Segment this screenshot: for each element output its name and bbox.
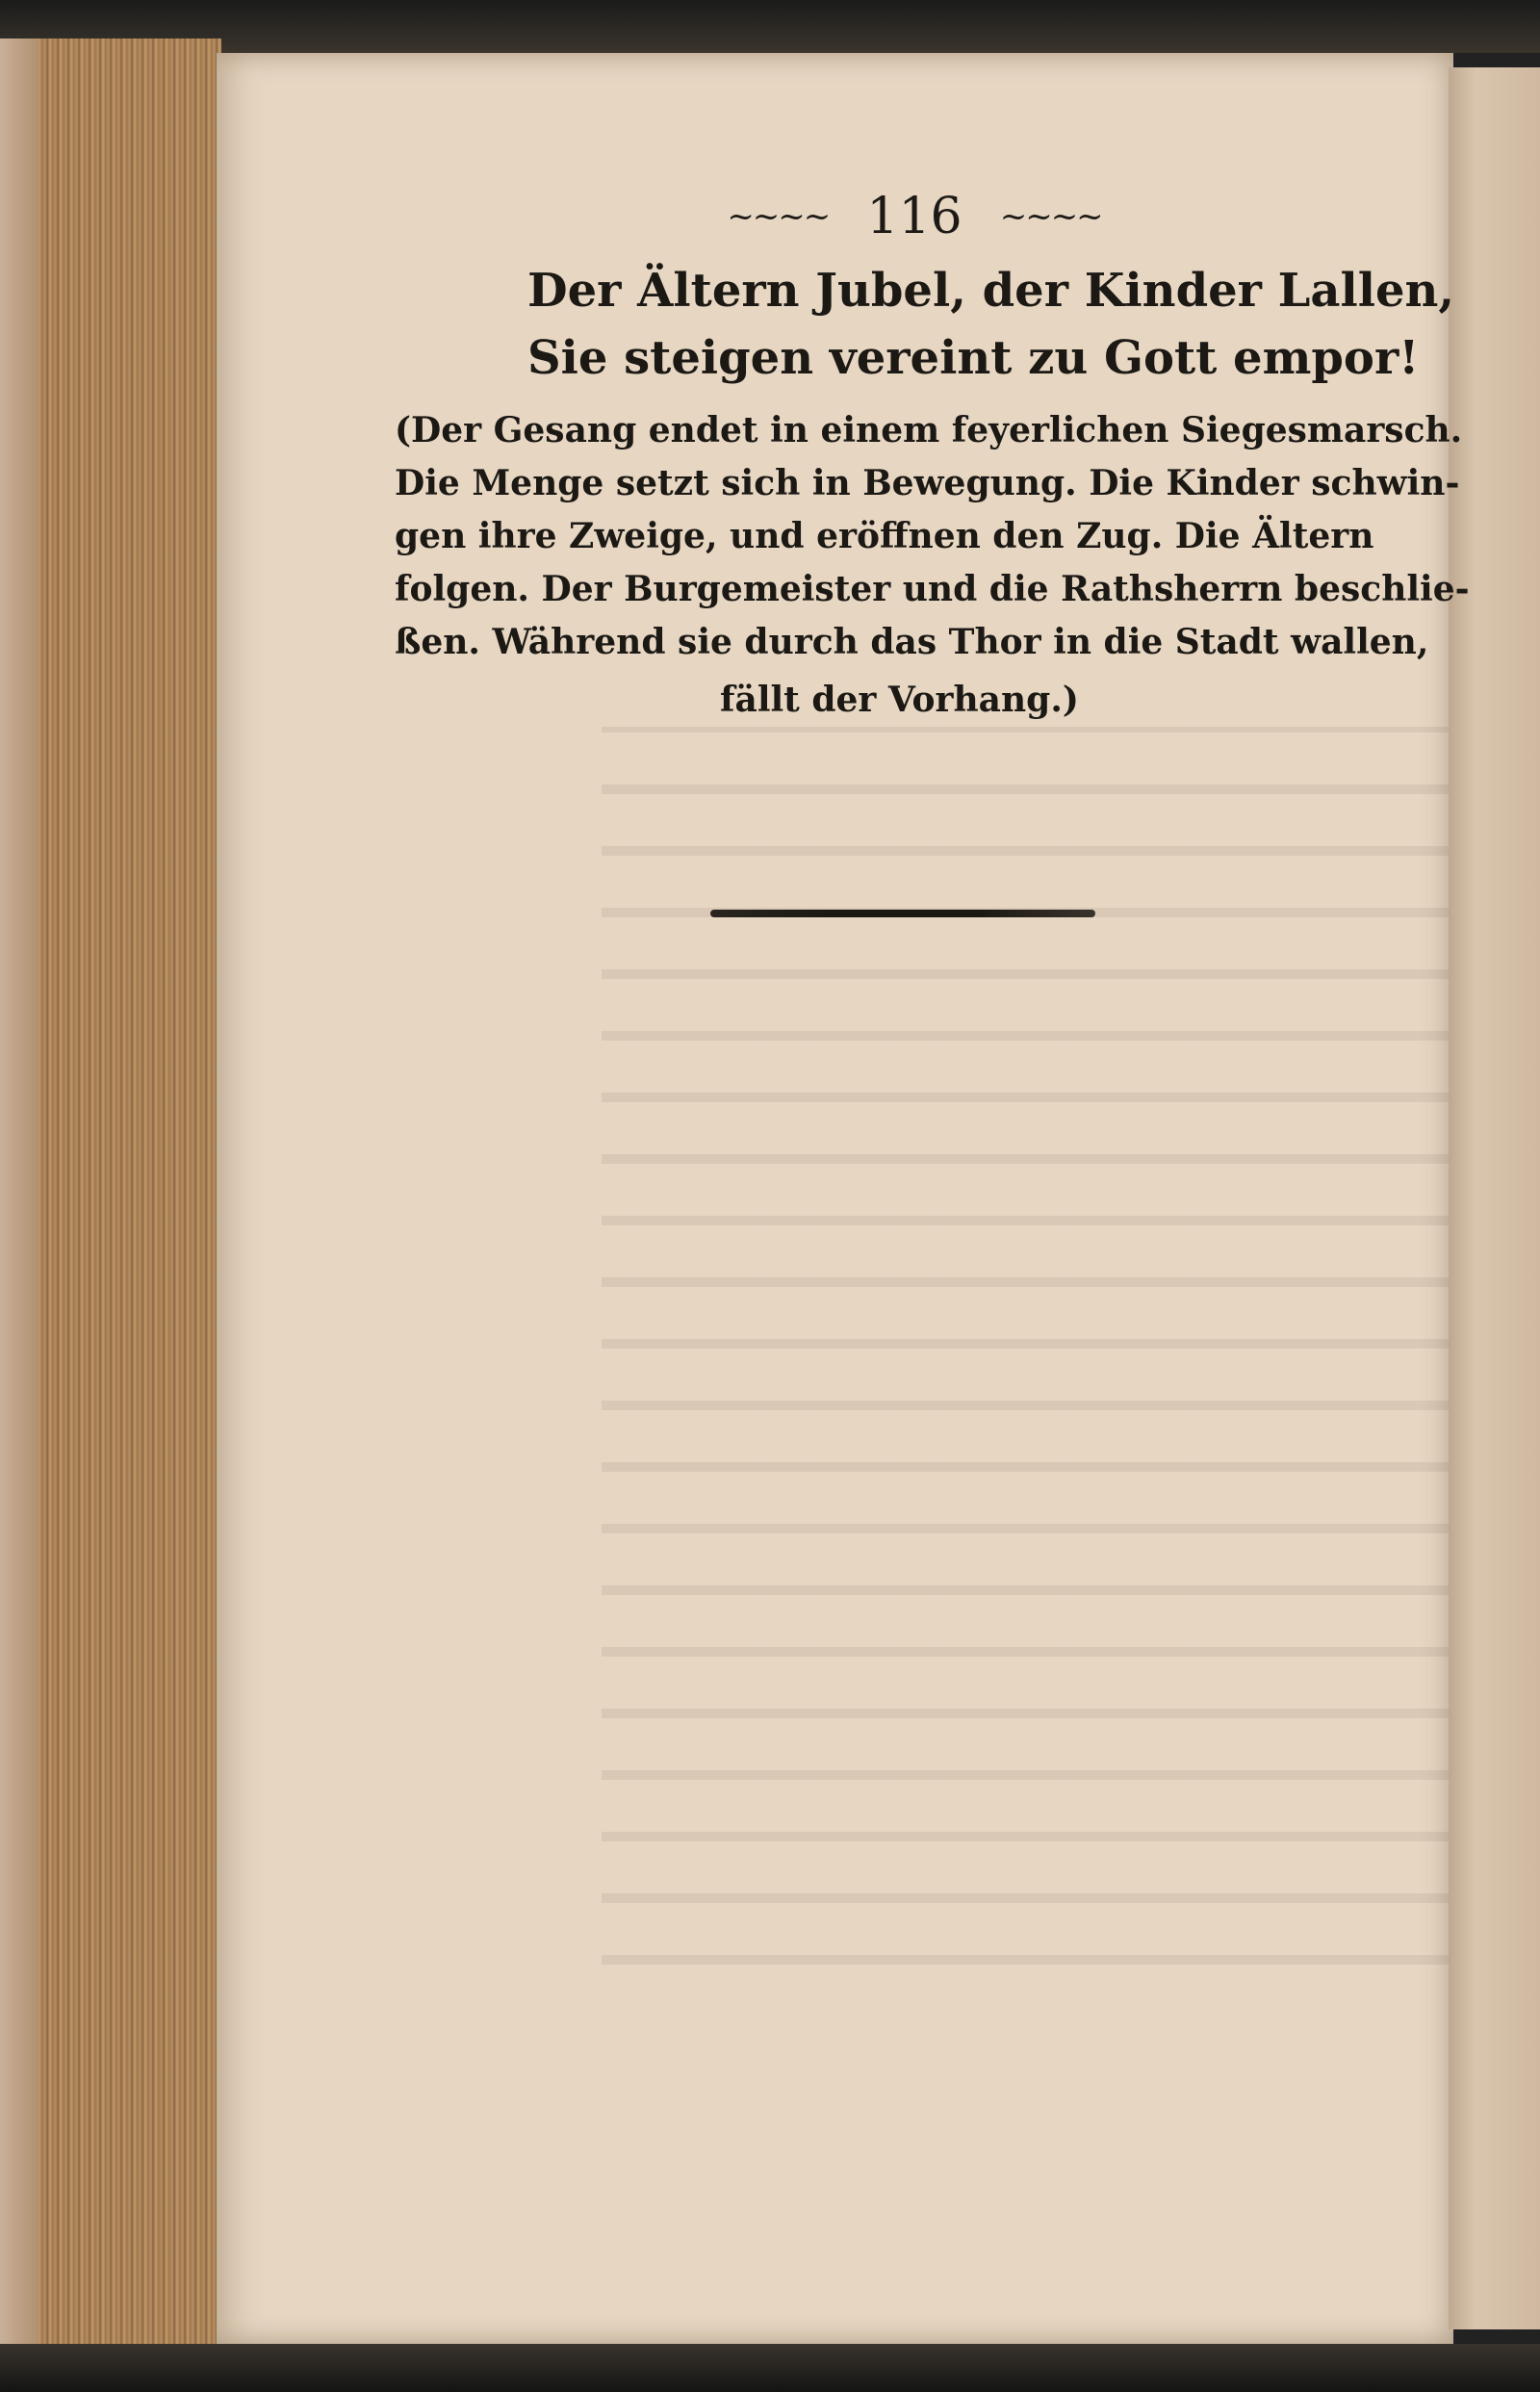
stage-direction-line: (Der Gesang endet in einem feyerlichen Siegesmarsch. bbox=[395, 410, 1463, 450]
binding-shadow bbox=[0, 39, 38, 2358]
page-number: 116 bbox=[866, 188, 962, 245]
verse-line: Sie steigen vereint zu Gott empor! bbox=[527, 331, 1420, 385]
end-rule bbox=[710, 910, 1095, 917]
stage-direction-line: gen ihre Zweige, und eröffnen den Zug. Die Ältern bbox=[395, 516, 1374, 556]
book-page bbox=[217, 53, 1453, 2344]
book-cover-top-edge bbox=[0, 0, 1540, 53]
stage-direction-line: Die Menge setzt sich in Bewegung. Die Kinder schwin- bbox=[395, 463, 1460, 503]
page-header bbox=[712, 188, 1116, 245]
stage-direction-line: ßen. Während sie durch das Thor in die Stadt wallen, bbox=[395, 622, 1429, 662]
header-flourish-right: ~~~~ bbox=[999, 197, 1102, 236]
facing-page-edge bbox=[1449, 67, 1540, 2329]
header-flourish-left: ~~~~ bbox=[727, 197, 830, 236]
stage-direction-line: folgen. Der Burgemeister und die Rathsherrn beschlie- bbox=[395, 569, 1470, 609]
stage-direction-line: fällt der Vorhang.) bbox=[720, 680, 1079, 720]
book-cover-bottom-edge bbox=[0, 2344, 1540, 2392]
show-through-text bbox=[602, 727, 1540, 2017]
verse-line: Der Ältern Jubel, der Kinder Lallen, bbox=[527, 264, 1455, 318]
